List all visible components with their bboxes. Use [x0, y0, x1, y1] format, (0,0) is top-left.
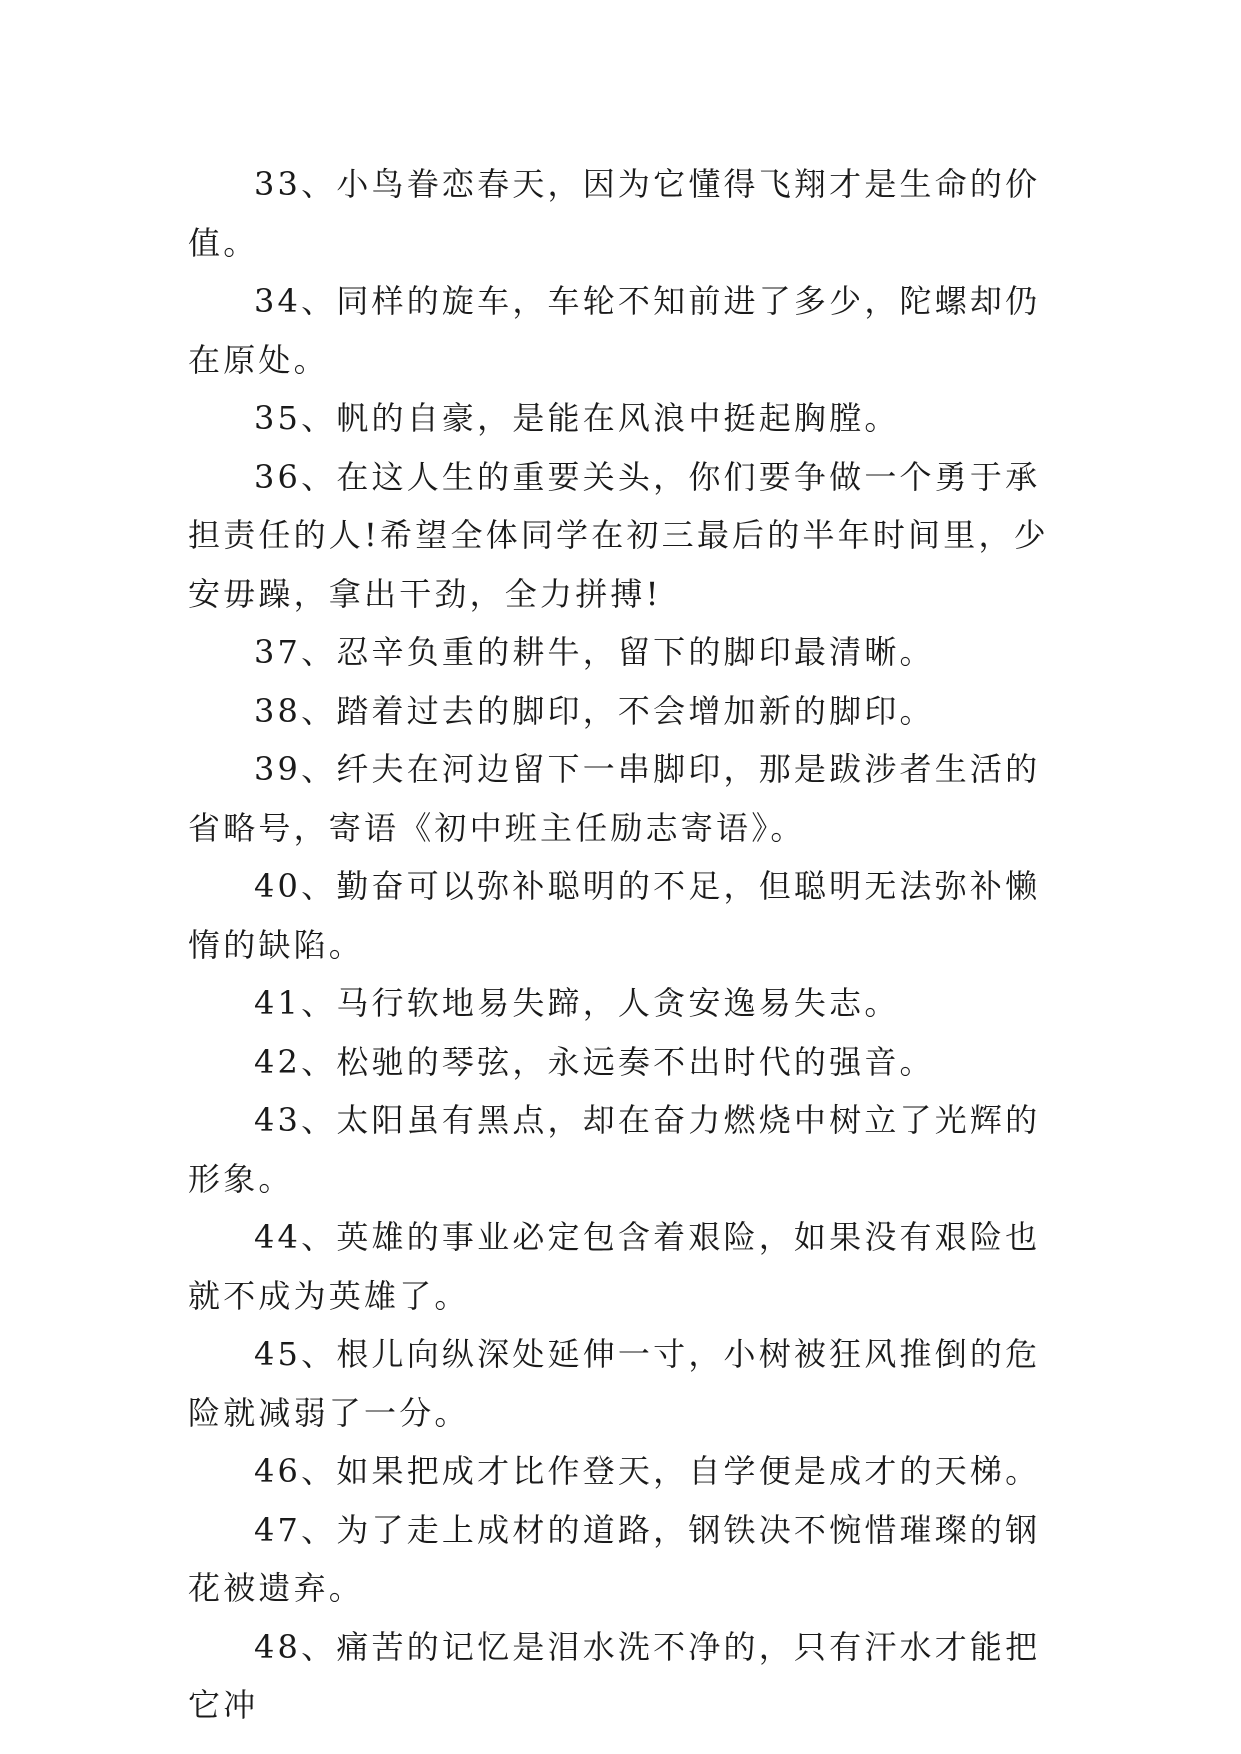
paragraph-47: 47、为了走上成材的道路，钢铁决不惋惜璀璨的钢花被遗弃。: [188, 1510, 1041, 1607]
paragraph-33: 33、小鸟眷恋春天，因为它懂得飞翔才是生命的价值。: [188, 165, 1041, 262]
paragraph-41: 41、马行软地易失蹄，人贪安逸易失志。: [254, 984, 900, 1022]
paragraph-40: 40、勤奋可以弥补聪明的不足，但聪明无法弥补懒惰的缺陷。: [188, 867, 1041, 964]
paragraph-34: 34、同样的旋车，车轮不知前进了多少，陀螺却仍在原处。: [188, 282, 1041, 379]
paragraph-36: 36、在这人生的重要关头，你们要争做一个勇于承担责任的人!希望全体同学在初三最后的半年时间里，少安毋躁，拿出干劲，全力拼搏!: [188, 457, 1049, 613]
paragraph-44: 44、英雄的事业必定包含着艰险，如果没有艰险也就不成为英雄了。: [188, 1218, 1041, 1315]
paragraph-35: 35、帆的自豪，是能在风浪中挺起胸膛。: [254, 399, 900, 437]
paragraph-42: 42、松驰的琴弦，永远奏不出时代的强音。: [254, 1042, 935, 1081]
paragraph-46: 46、如果把成才比作登天，自学便是成才的天梯。: [254, 1452, 1041, 1490]
paragraph-38: 38、踏着过去的脚印，不会增加新的脚印。: [254, 691, 935, 730]
paragraph-48: 48、痛苦的记忆是泪水洗不净的，只有汗水才能把它冲: [188, 1627, 1041, 1724]
document-body: [188, 155, 1068, 1735]
paragraph-45: 45、根儿向纵深处延伸一寸，小树被狂风推倒的危险就减弱了一分。: [188, 1335, 1041, 1432]
paragraph-43: 43、太阳虽有黑点，却在奋力燃烧中树立了光辉的形象。: [188, 1101, 1041, 1198]
paragraph-37: 37、忍辛负重的耕牛，留下的脚印最清晰。: [254, 633, 935, 671]
paragraph-39: 39、纤夫在河边留下一串脚印，那是跋涉者生活的省略号，寄语《初中班主任励志寄语》。: [188, 750, 1041, 847]
